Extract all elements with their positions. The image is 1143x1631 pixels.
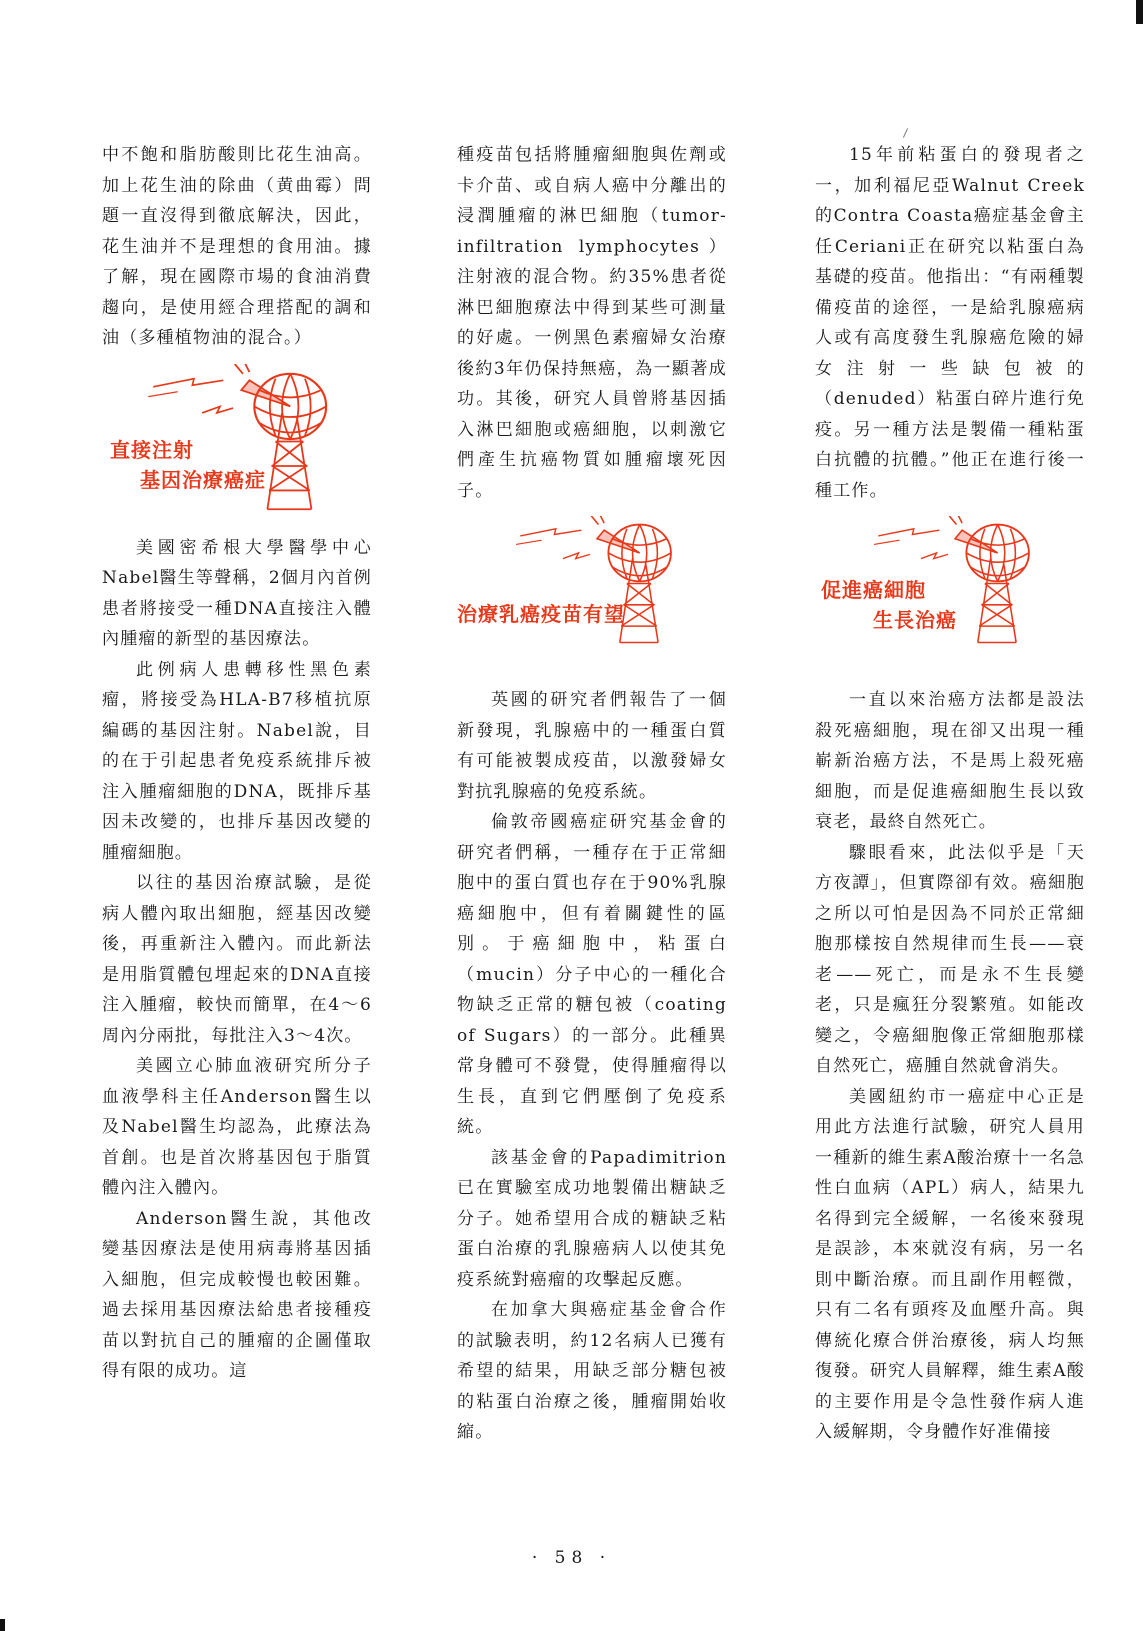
paragraph: 英國的研究者們報告了一個新發現，乳腺癌中的一種蛋白質有可能被製成疫苗，以激發婦女對抗乳腺癌的免疫系統。 [457,690,727,802]
paragraph: 一直以來治癌方法都是設法殺死癌細胞，現在卻又出現一種嶄新治癌方法，不是馬上殺死癌細胞，而是促進癌細胞生長以致衰老，最終自然死亡。 [815,690,1085,832]
scan-edge-mark [0,1619,5,1631]
paragraph: 此例病人患轉移性黑色素瘤，將接受為HLA-B7移植抗原編碼的基因注射。Nabel說，目的在于引起患者免疫系統排斥被注入腫瘤細胞的DNA，既排斥基因未改變的，也排斥基因改變的腫瘤細胞。 [102,659,372,863]
column-3 [815,140,1085,1448]
heading-line-2: 基因治療癌症 [140,467,266,492]
column-2 [457,140,727,1448]
paragraph: Anderson醫生說，其他改變基因療法是使用病毒將基因插入細胞，但完成較慢也較困難。過去採用基因療法給患者接種疫苗以對抗自己的腫瘤的企圖僅取得有限的成功。這 [102,1208,372,1381]
section-heading-breast-cancer-vaccine [457,516,727,671]
section-heading-growth-therapy [815,516,1085,671]
paragraph: 倫敦帝國癌症研究基金會的研究者們稱，一種存在于正常細胞中的蛋白質也存在于90%乳腺癌細胞中，但有着關鍵性的區別。于癌細胞中，粘蛋白（mucin）分子中心的一種化合物缺乏正常的糖包被（coating of Sugars）的一部分。此種異常身體可不發覺，使得腫瘤得以生長，直到它們壓倒了免疫系統。 [457,812,727,1137]
section-heading-gene-therapy [102,364,372,519]
article-continuation: 15年前粘蛋白的發現者之一，加利福尼亞Walnut Creek的Contra Coasta癌症基金會主任Ceriani正在研究以粘蛋白為基礎的疫苗。他指出：“有兩種製備疫苗的途徑，一是給乳腺癌病人或有高度發生乳腺癌危險的婦女注射一些缺包被的（denuded）粘蛋白碎片進行免疫。另一種方法是製備一種粘蛋白抗體的抗體。”他正在進行後一種工作。 [815,145,1085,501]
paragraph: 在加拿大與癌症基金會合作的試驗表明，約12名病人已獲有希望的結果，用缺乏部分糖包被的粘蛋白治療之後，腫瘤開始收縮。 [457,1300,727,1442]
heading-line: 治療乳癌疫苗有望 [457,602,625,626]
page-number: · 58 · [531,1548,612,1568]
paragraph: 驟眼看來，此法似乎是「天方夜譚」，但實際卻有效。癌細胞之所以可怕是因為不同於正常細胞那樣按自然規律而生長——衰老——死亡，而是永不生長變老，只是瘋狂分裂繁殖。如能改變之，令癌細胞像正常細胞那樣自然死亡，癌腫自然就會消失。 [815,842,1085,1076]
heading-line-1: 直接注射 [110,437,194,462]
paragraph: 該基金會的Papadimitrion已在實驗室成功地製備出糖缺乏分子。她希望用合成的糖缺乏粘蛋白治療的乳腺癌病人以使其免疫系統對癌瘤的攻擊起反應。 [457,1147,727,1290]
column-1 [102,140,372,1387]
scan-edge-mark [1136,0,1143,24]
heading-line-2: 生長治癌 [873,608,957,632]
heading-line-1: 促進癌細胞 [821,578,926,602]
paragraph: 美國密希根大學醫學中心Nabel醫生等聲稱，2個月內首例患者將接受一種DNA直接注入體內腫瘤的新型的基因療法。 [102,537,372,649]
paragraph: 以往的基因治療試驗，是從病人體內取出細胞，經基因改變後，再重新注入體內。而此新法是用脂質體包埋起來的DNA直接注入腫瘤，較快而簡單，在4～6周內分兩批，每批注入3～4次。 [102,873,372,1046]
paragraph: 美國立心肺血液研究所分子血液學科主任Anderson醫生以及Nabel醫生均認為，此療法為首創。也是首次將基因包于脂質體內注入體內。 [102,1056,372,1198]
article-continuation: 種疫苗包括將腫瘤細胞與佐劑或卡介苗、或自病人癌中分離出的浸潤腫瘤的淋巴細胞（tumor-infiltration lymphocytes）注射液的混合物。約35%患者從淋巴細胞療法中得到某些可測量的好處。一例黑色素瘤婦女治療後約3年仍保持無癌，為一顯著成功。其後，研究人員曾將基因插入淋巴細胞或癌細胞，以刺激它們產生抗癌物質如腫瘤壞死因子。 [457,145,727,501]
article-continuation: 中不飽和脂肪酸則比花生油高。加上花生油的除曲（黄曲霉）問題一直沒得到徹底解決，因此，花生油并不是理想的食用油。據了解，現在國際市場的食油消費趨向，是使用經合理搭配的調和油（多種植物油的混合。） [102,145,372,348]
pencil-mark [903,128,908,137]
paragraph: 美國紐約市一癌症中心正是用此方法進行試驗，研究人員用一種新的維生素A酸治療十一名急性白血病（APL）病人，結果九名得到完全緩解，一名後來發現是誤診，本來就沒有病，另一名則中斷治療。而且副作用輕微，只有二名有頭疼及血壓升高。與傳統化療合併治療後，病人均無復發。研究人員解釋，維生素A酸的主要作用是令急性發作病人進入緩解期，令身體作好准備接 [815,1086,1085,1442]
radio-tower-icon [477,516,727,651]
